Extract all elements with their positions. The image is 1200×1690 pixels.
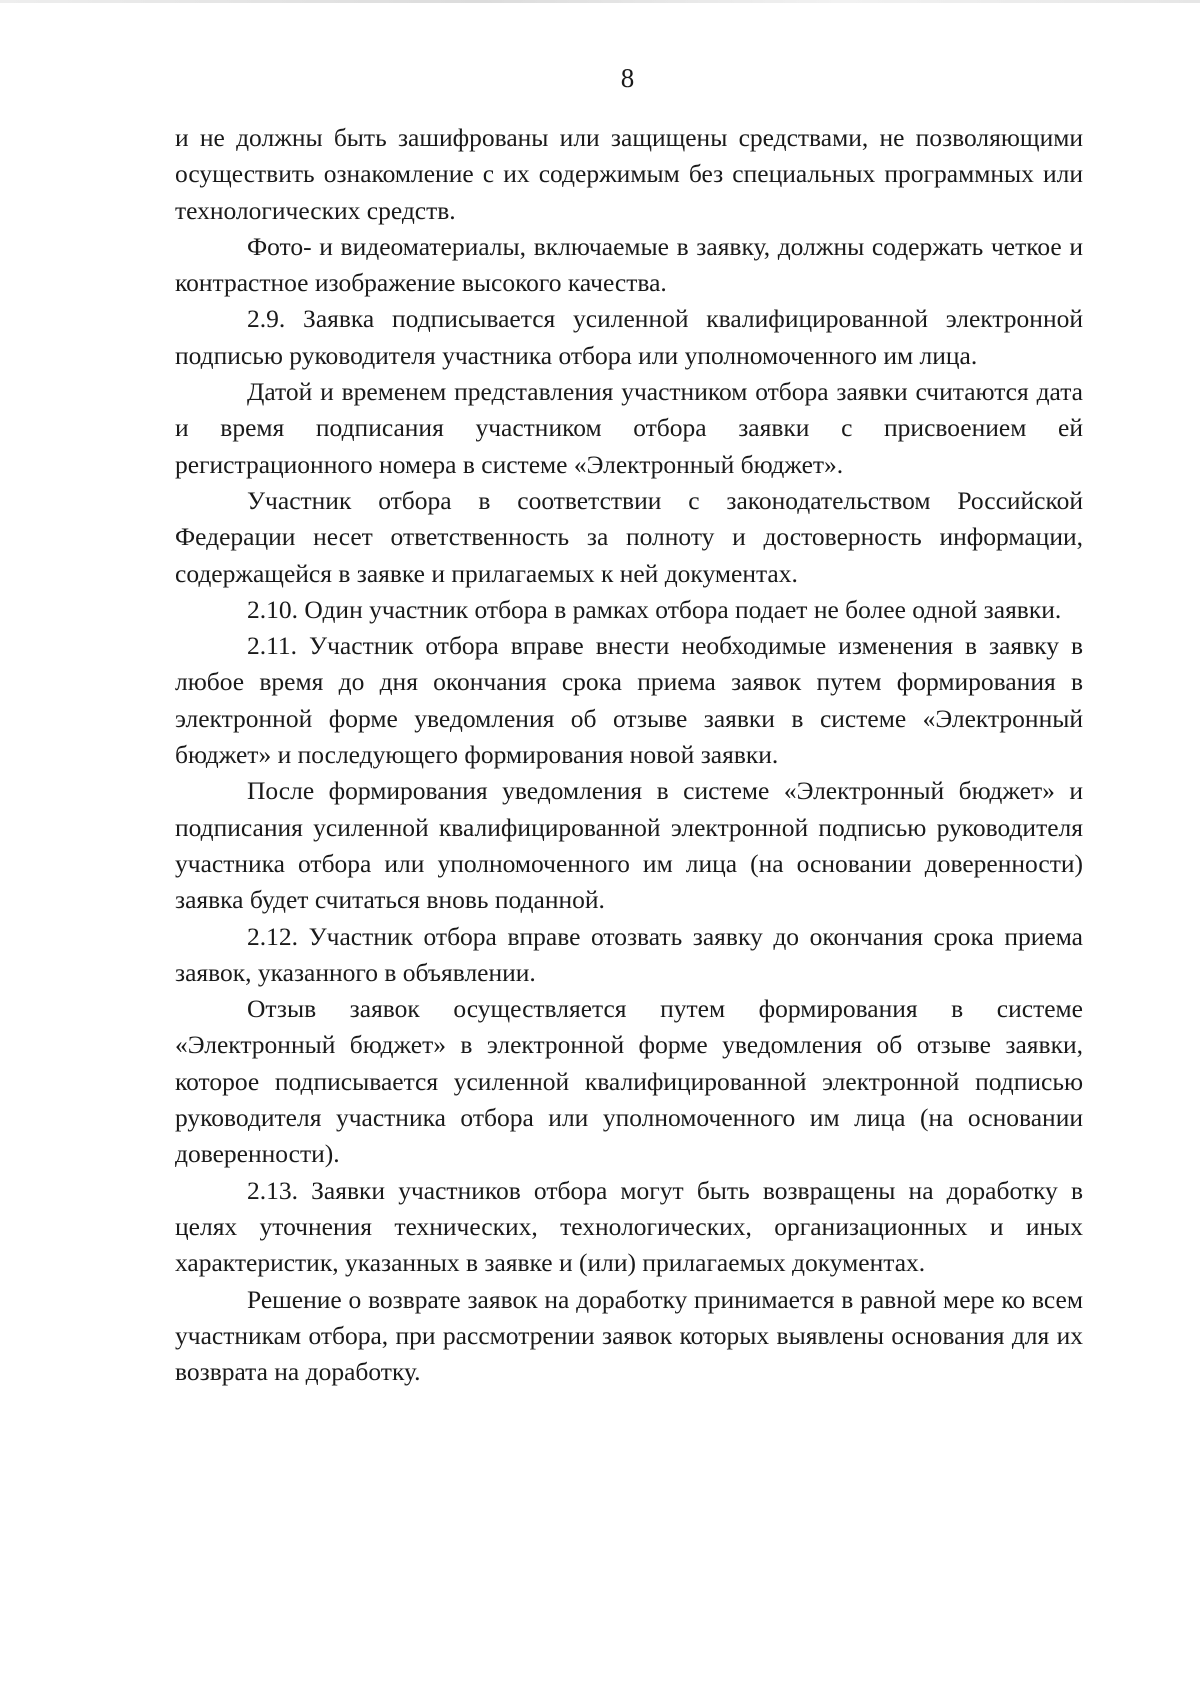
paragraph-after-notification: После формирования уведомления в системе «Электронный бюджет» и подписания усиленной квалифицированной электронной подписью руководителя участника отбора или уполномоченного им лица (на основании доверенности) заявка будет считаться вновь поданной. xyxy=(175,776,1083,915)
scan-edge-shadow xyxy=(0,0,1200,3)
paragraph-photo-video: Фото- и видеоматериалы, включаемые в заявку, должны содержать четкое и контрастное изображение высокого качества. xyxy=(175,231,1083,298)
document-body xyxy=(175,120,1083,1390)
paragraph-withdrawal: Отзыв заявок осуществляется путем формирования в системе «Электронный бюджет» в электронной форме уведомления об отзыве заявки, которое подписывается усиленной квалифицированной электронной подписью руководителя участника отбора или уполномоченного им лица (на основании доверенности). xyxy=(175,994,1083,1169)
paragraph-2-11: 2.11. Участник отбора вправе внести необходимые изменения в заявку в любое время до дня окончания срока приема заявок путем формирования в электронной форме уведомления об отзыве заявки в системе «Электронный бюджет» и последующего формирования новой заявки. xyxy=(175,631,1083,770)
paragraph-2-10: 2.10. Один участник отбора в рамках отбора подает не более одной заявки. xyxy=(247,594,1062,624)
paragraph-2-13: 2.13. Заявки участников отбора могут быть возвращены на доработку в целях уточнения технических, технологических, организационных и иных характеристик, указанных в заявке и (или) прилагаемых документах. xyxy=(175,1175,1083,1278)
paragraph-2-12: 2.12. Участник отбора вправе отозвать заявку до окончания срока приема заявок, указанного в объявлении. xyxy=(175,921,1083,987)
paragraph-2-9: 2.9. Заявка подписывается усиленной квалифицированной электронной подписью руководителя участника отбора или уполномоченного им лица. xyxy=(175,304,1083,370)
paragraph-return-decision: Решение о возврате заявок на доработку принимается в равной мере ко всем участникам отбора, при рассмотрении заявок которых выявлены основания для их возврата на доработку. xyxy=(175,1284,1083,1387)
paragraph-submission-date: Датой и временем представления участником отбора заявки считаются дата и время подписания участником отбора заявки с присвоением ей регистрационного номера в системе «Электронный бюджет». xyxy=(175,377,1083,479)
paragraph-continuation: и не должны быть зашифрованы или защищены средствами, не позволяющими осуществить ознакомление с их содержимым без специальных программных или технологических средств. xyxy=(175,123,1083,225)
page-number: 8 xyxy=(620,63,635,93)
paragraph-responsibility: Участник отбора в соответствии с законодательством Российской Федерации несет ответственность за полноту и достоверность информации, содержащейся в заявке и прилагаемых к ней документах. xyxy=(175,485,1083,588)
